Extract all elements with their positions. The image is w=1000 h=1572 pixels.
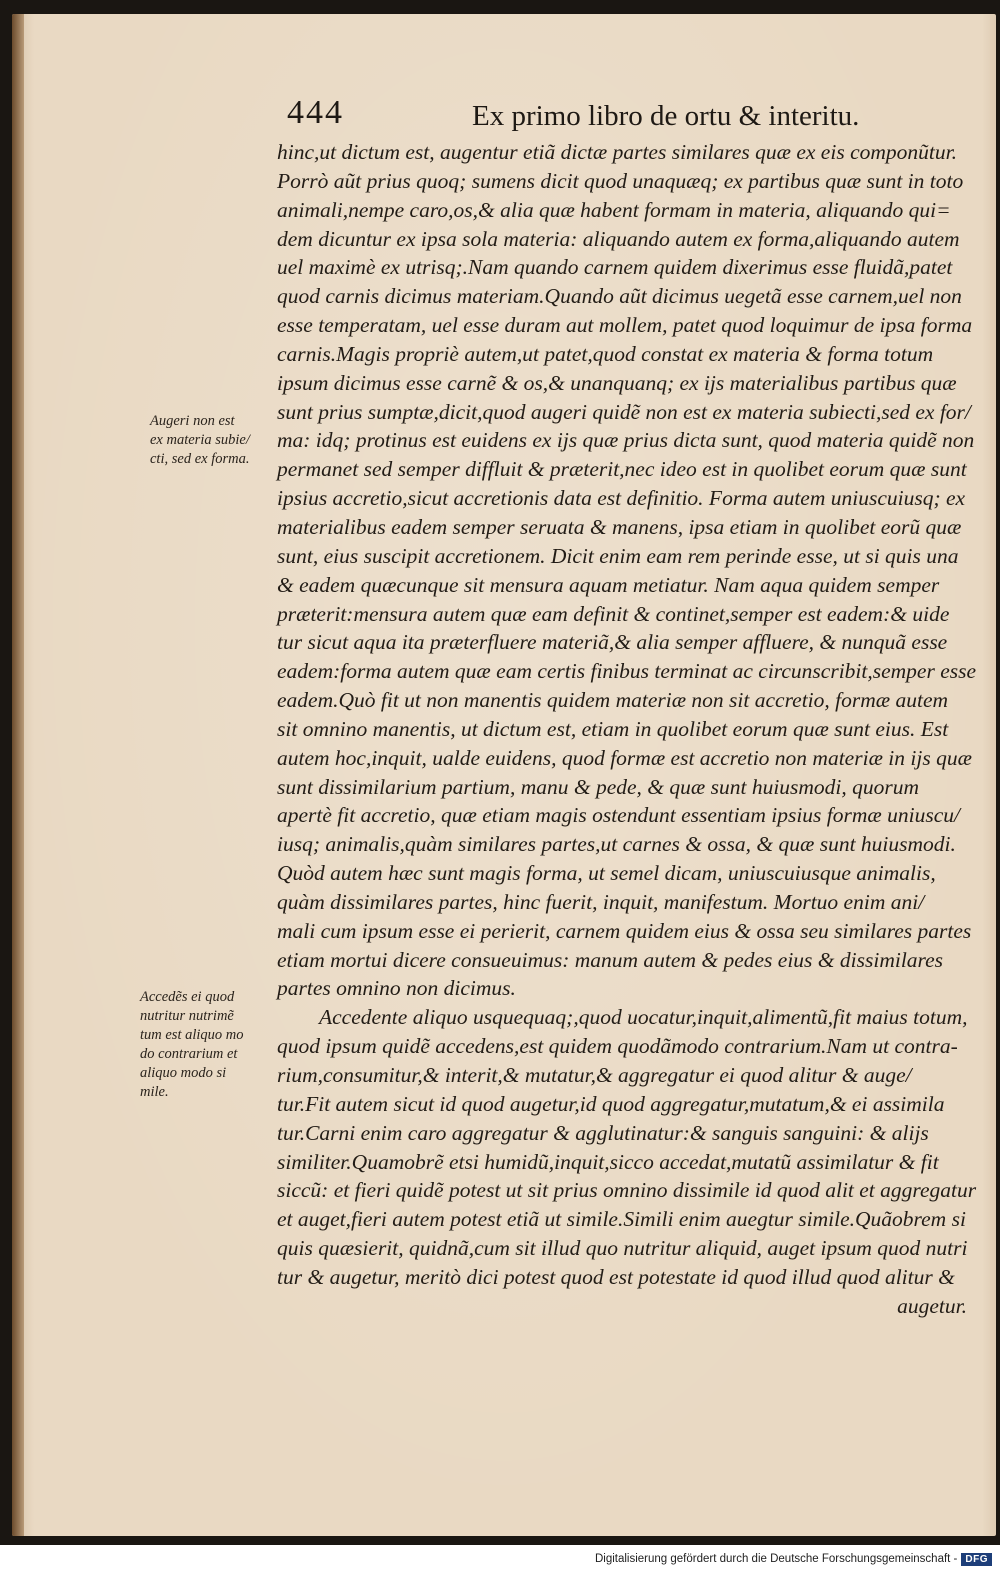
text-line: præterit:mensura autem quæ eam definit & continet,semper est eadem:& uide (277, 601, 950, 626)
text-line: eadem:forma autem quæ eam certis finibus terminat ac circunscribit,semper esse (277, 659, 977, 684)
text-line: ipsius accretio,sicut accretionis data est definitio. Forma autem uniuscuiusq; ex (277, 486, 966, 511)
text-line: Porrò aũt prius quoq; sumens dicit quod unaquæq; ex partibus quæ sunt in toto (277, 168, 964, 193)
marginal-note-line: cti, sed ex forma. (150, 451, 250, 467)
text-line: sunt dissimilarium partium, manu & pede, & quæ sunt huiusmodi, quorum (277, 774, 920, 799)
text-line: quod carnis dicimus materiam.Quando aũt dicimus uegetã esse carnem,uel non (277, 284, 962, 309)
running-head: Ex primo libro de ortu & interitu. (472, 100, 860, 132)
text-line: similiter.Quamobrẽ etsi humidũ,inquit,sicco accedat,mutatũ assimilatur & fit (277, 1149, 939, 1174)
text-line: & eadem quæcunque sit mensura aquam metiatur. Nam aqua quidem semper (277, 572, 940, 597)
page-number: 444 (287, 94, 344, 131)
marginal-note-line: tum est aliquo mo (140, 1027, 244, 1043)
text-line: sunt, eius suscipit accretionem. Dicit enim eam rem perinde esse, ut si quis una (277, 543, 959, 568)
text-line: et auget,fieri autem potest etiã ut simile.Simili enim auegtur simile.Quãobrem si (277, 1207, 966, 1232)
text-line: siccũ: et fieri quidẽ potest ut sit prius omnino dissimile id quod alit et aggregatur (277, 1178, 977, 1203)
marginal-note-line: ex materia subie/ (150, 432, 250, 448)
marginal-note-line: Augeri non est (150, 413, 235, 429)
text-line: tur sicut aqua ita præterfluere materiã,& alia semper affluere, & nunquã esse (277, 630, 948, 655)
text-line: augetur. (897, 1293, 967, 1318)
text-line: tur.Carni enim caro aggregatur & agglutinatur:& sanguis sanguini: & alijs (277, 1120, 929, 1145)
text-line: ipsum dicimus esse carnẽ & os,& unanquanq; ex ijs materialibus partibus quæ (277, 370, 957, 395)
main-text-block (277, 138, 977, 1321)
text-line: materialibus eadem semper seruata & manens, ipsa etiam in quolibet eorũ quæ (277, 514, 962, 539)
text-line: iusq; animalis,quàm similares partes,ut carnes & ossa, & quæ sunt huiusmodi. (277, 832, 956, 857)
marginal-note (140, 988, 244, 1102)
marginal-note-line: aliquo modo si (140, 1065, 227, 1081)
marginal-note-line: do contrarium et (140, 1046, 238, 1062)
book-page (12, 14, 996, 1536)
text-line: rium,consumitur,& interit,& mutatur,& aggregatur ei quod alitur & auge/ (277, 1063, 912, 1087)
text-line: mali cum ipsum esse ei perierit, carnem quidem eius & ossa seu similares partes (277, 918, 972, 943)
text-line: partes omnino non dicimus. (277, 976, 516, 1001)
text-line: hinc,ut dictum est, augentur etiã dictæ partes similares quæ ex eis componũtur. (277, 140, 957, 164)
footer-credit-text: Digitalisierung gefördert durch die Deutsche Forschungsgemeinschaft - (594, 1553, 958, 1565)
marginal-note-line: mile. (140, 1084, 169, 1100)
text-line: uel maximè ex utrisq;.Nam quando carnem quidem dixerimus esse fluidã,patet (277, 255, 953, 280)
text-line: dem dicuntur ex ipsa sola materia: aliquando autem ex forma,aliquando autem (277, 226, 960, 251)
text-line: tur & augetur, meritò dici potest quod est potestate id quod illud quod alitur & (277, 1264, 955, 1289)
dfg-logo: DFG (961, 1553, 992, 1566)
text-line: eadem.Quò fit ut non manentis quidem materiæ non sit accretio, formæ autem (277, 688, 949, 713)
marginal-note-line: Accedẽs ei quod (140, 989, 235, 1005)
text-line: Quòd autem hæc sunt magis forma, ut semel dicam, uniuscuiusque animalis, (277, 861, 936, 886)
text-line: animali,nempe caro,os,& alia quæ habent formam in materia, aliquando qui= (277, 197, 951, 222)
text-line: quod ipsum quidẽ accedens,est quidem quodãmodo contrarium.Nam ut contra- (277, 1034, 958, 1059)
text-line: etiam mortui dicere consueuimus: manum autem & pedes eius & dissimilares (277, 947, 944, 972)
text-line: sunt prius sumptæ,dicit,quod augeri quidẽ non est ex materia subiecti,sed ex for/ (277, 399, 971, 424)
text-line: autem hoc,inquit, ualde euidens, quod formæ est accretio non materiæ in ijs quæ (277, 745, 972, 770)
text-line: permanet sed semper diffluit & præterit,nec ideo est in quolibet eorum quæ sunt (277, 457, 967, 482)
text-line: tur.Fit autem sicut id quod augetur,id quod aggregatur,mutatum,& ei assimila (277, 1091, 945, 1116)
footer-credit (595, 1550, 992, 1568)
text-line: apertè fit accretio, quæ etiam magis ostendunt essentiam ipsius formæ uniuscu/ (277, 803, 960, 828)
page-gutter-edge (12, 14, 24, 1536)
paragraph-start-line: Accedente aliquo usquequaq;,quod uocatur,inquit,alimentũ,fit maius totum, (319, 1005, 968, 1030)
text-line: quàm dissimilares partes, hinc fuerit, inquit, manifestum. Mortuo enim ani/ (277, 889, 925, 914)
text-line: esse temperatam, uel esse duram aut mollem, patet quod loquimur de ipsa forma (277, 313, 973, 338)
marginal-note-line: nutritur nutrimẽ (140, 1008, 234, 1024)
marginal-note (150, 412, 250, 469)
text-line: carnis.Magis propriè autem,ut patet,quod constat ex materia & forma totum (277, 341, 934, 366)
text-line: sit omnino manentis, ut dictum est, etiam in quolibet eorum quæ sunt eius. Est (277, 716, 949, 741)
text-line: quis quæsierit, quidnã,cum sit illud quo nutritur aliquid, auget ipsum quod nutri (277, 1236, 968, 1261)
text-line: ma: idq; protinus est euidens ex ijs quæ prius dicta sunt, quod materia quidẽ non (277, 428, 975, 453)
